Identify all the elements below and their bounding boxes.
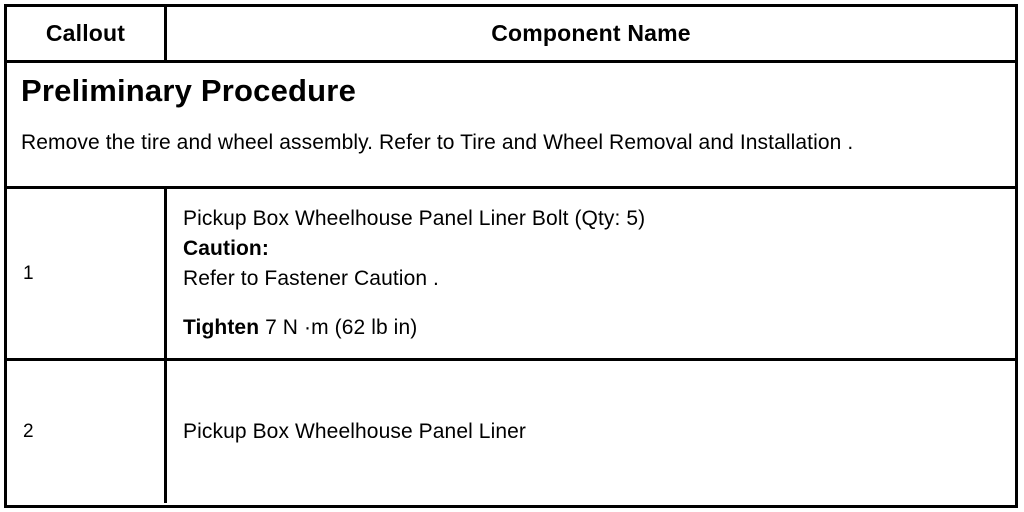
component-table [4, 4, 1018, 508]
callout-number-value: 1 [23, 262, 34, 284]
component-name-2: Pickup Box Wheelhouse Panel Liner [183, 420, 527, 443]
callout-number-value: 2 [23, 421, 34, 442]
preliminary-procedure-row [7, 63, 1015, 189]
table-row [7, 361, 1015, 503]
caution-label-1: Caution: [183, 236, 269, 260]
callout-number-1 [7, 189, 167, 358]
caution-text-1: Refer to Fastener Caution . [183, 266, 439, 290]
header-cell-component [167, 7, 1015, 60]
component-cell-2 [167, 361, 1015, 503]
preliminary-procedure-cell [7, 63, 1015, 186]
header-label-callout: Callout [45, 20, 126, 46]
row-spacer [183, 293, 1015, 313]
table-header-row [7, 7, 1015, 63]
torque-value-1: 7 N ·m (62 lb in) [265, 316, 418, 340]
preliminary-procedure-title: Preliminary Procedure [21, 73, 357, 108]
table-row [7, 189, 1015, 361]
component-cell-1 [167, 189, 1015, 358]
torque-spec-1 [183, 313, 1015, 343]
torque-label-1: Tighten [183, 316, 260, 340]
component-name-1: Pickup Box Wheelhouse Panel Liner Bolt (Qty: 5) [183, 206, 646, 230]
callout-number-2 [7, 361, 167, 503]
preliminary-procedure-body: Remove the tire and wheel assembly. Refer to Tire and Wheel Removal and Installation . [21, 131, 854, 154]
header-cell-callout [7, 7, 167, 60]
header-label-component: Component Name [491, 20, 691, 46]
